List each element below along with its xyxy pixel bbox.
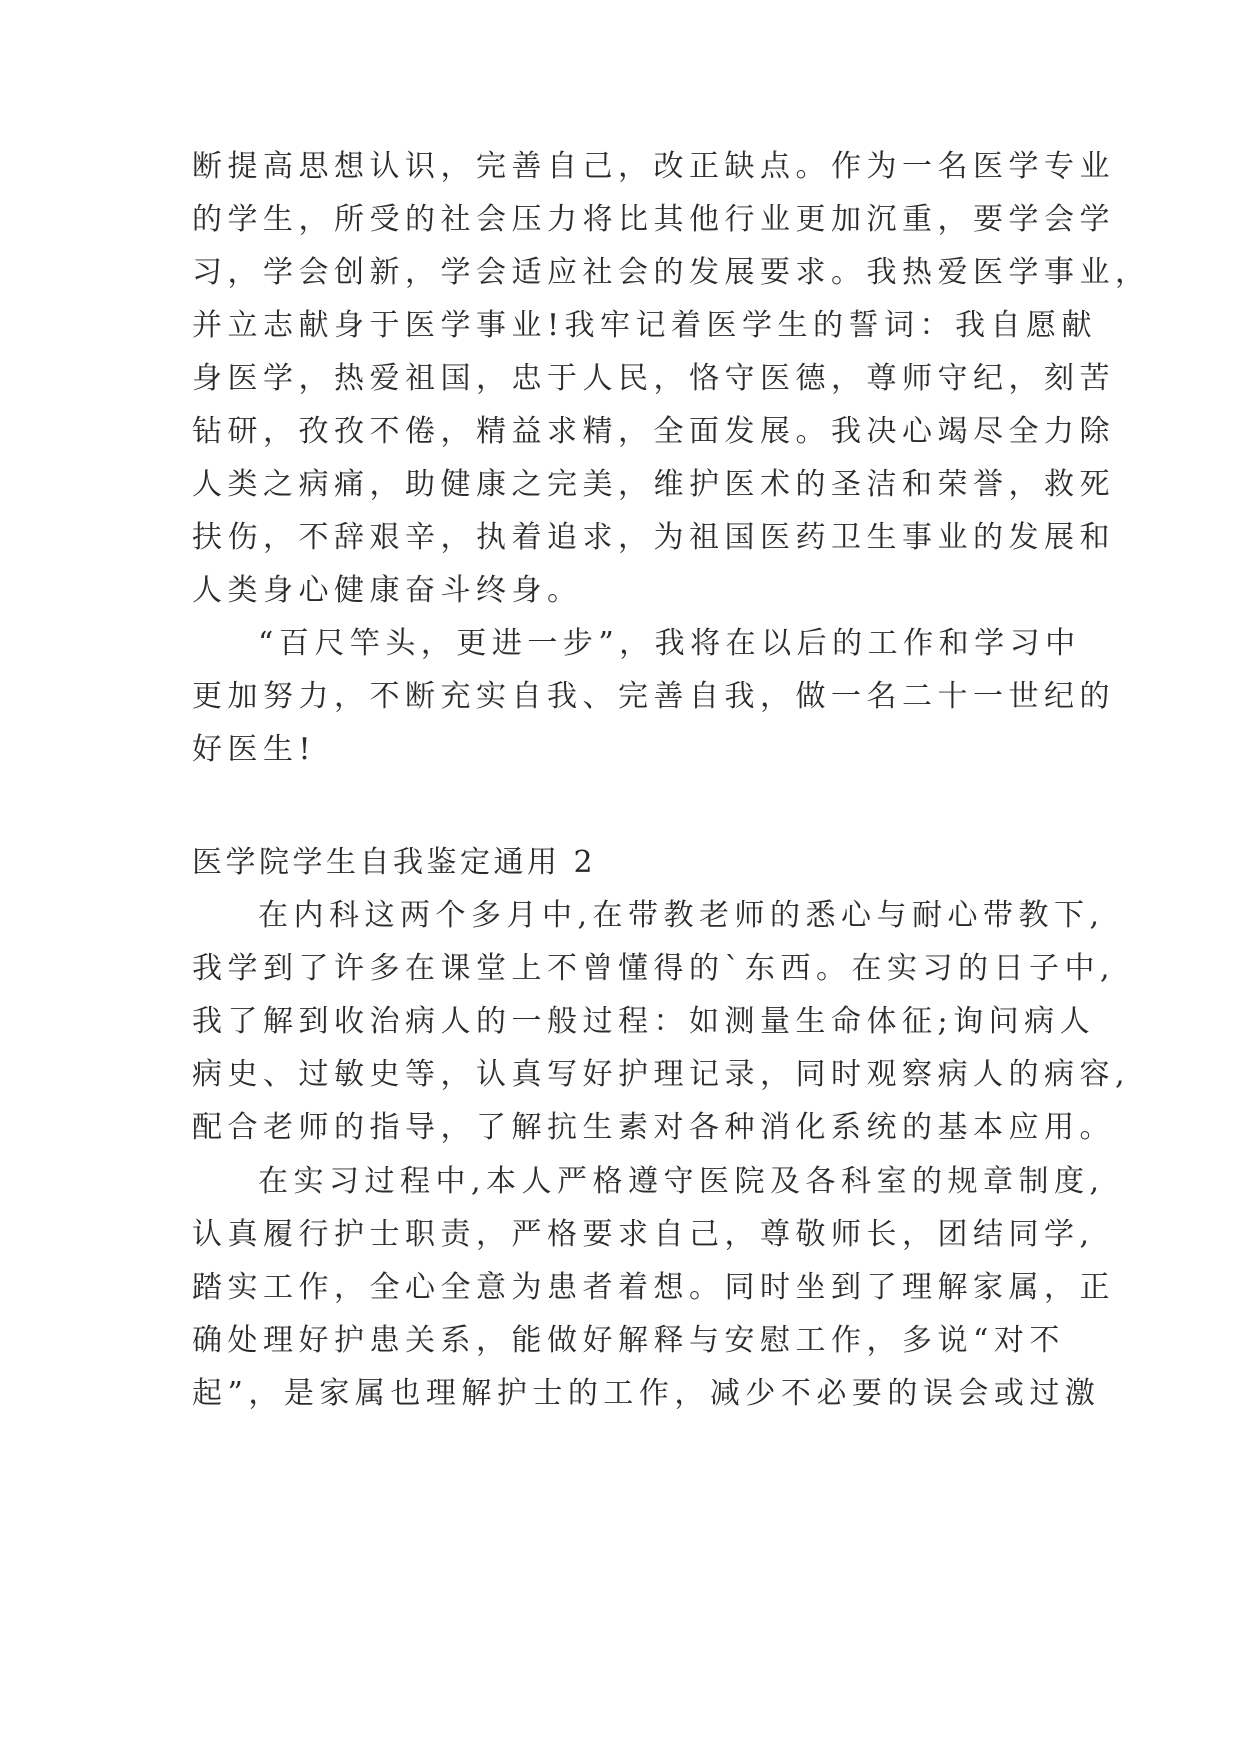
text-line: 扶伤，不辞艰辛，执着追求，为祖国医药卫生事业的发展和 — [192, 520, 1115, 555]
text-line: 起”，是家属也理解护士的工作，减少不必要的误会或过激 — [192, 1376, 1101, 1411]
text-line: 好医生! — [192, 732, 317, 767]
text-line: 认真履行护士职责，严格要求自己，尊敬师长，团结同学, — [192, 1217, 1095, 1252]
text-line: 我学到了许多在课堂上不曾懂得的`东西。在实习的日子中, — [192, 951, 1116, 986]
text-line: 的学生，所受的社会压力将比其他行业更加沉重，要学会学 — [192, 202, 1115, 237]
text-line: 断提高思想认识，完善自己，改正缺点。作为一名医学专业 — [192, 149, 1115, 184]
text-line: 在内科这两个多月中,在带教老师的悉心与耐心带教下, — [258, 898, 1105, 933]
text-line: 我了解到收治病人的一般过程：如测量生命体征;询问病人 — [192, 1004, 1096, 1039]
text-line: 钻研，孜孜不倦，精益求精，全面发展。我决心竭尽全力除 — [192, 414, 1115, 449]
section-heading: 医学院学生自我鉴定通用 2 — [192, 845, 597, 880]
text-line: 习，学会创新，学会适应社会的发展要求。我热爱医学事业， — [192, 255, 1151, 290]
text-line: “百尺竿头，更进一步”，我将在以后的工作和学习中 — [258, 626, 1081, 661]
text-line: 身医学，热爱祖国，忠于人民，恪守医德，尊师守纪，刻苦 — [192, 361, 1115, 396]
text-line: 踏实工作，全心全意为患者着想。同时坐到了理解家属，正 — [192, 1270, 1115, 1305]
text-line: 人类身心健康奋斗终身。 — [192, 573, 583, 608]
text-line: 病史、过敏史等，认真写好护理记录，同时观察病人的病容, — [192, 1057, 1131, 1092]
text-line: 确处理好护患关系，能做好解释与安慰工作，多说“对不 — [192, 1323, 1065, 1358]
text-line: 人类之病痛，助健康之完美，维护医术的圣洁和荣誉，救死 — [192, 467, 1115, 502]
text-line: 更加努力，不断充实自我、完善自我，做一名二十一世纪的 — [192, 679, 1115, 714]
text-line: 并立志献身于医学事业!我牢记着医学生的誓词：我自愿献 — [192, 308, 1098, 343]
text-line: 在实习过程中,本人严格遵守医院及各科室的规章制度, — [258, 1164, 1105, 1199]
text-line: 配合老师的指导，了解抗生素对各种消化系统的基本应用。 — [192, 1110, 1115, 1145]
